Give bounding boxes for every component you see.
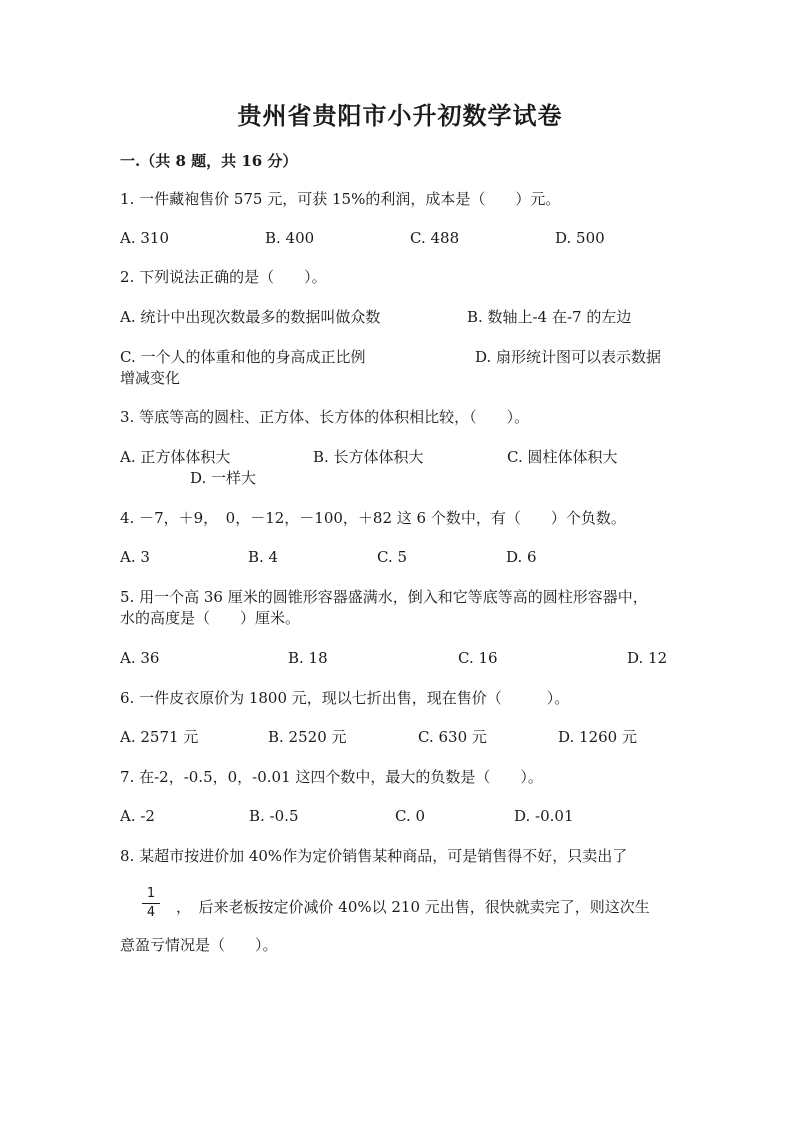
- q5-option-b: B. 18: [288, 649, 328, 667]
- q3-option-a: A. 正方体体积大: [120, 448, 231, 466]
- fraction-denominator: 4: [146, 905, 156, 920]
- question-8-line-3: 意盈亏情况是（ ）。: [120, 936, 278, 954]
- q3-option-c: C. 圆柱体体积大: [507, 448, 618, 466]
- q5-option-a: A. 36: [120, 649, 160, 667]
- q1-option-c: C. 488: [410, 229, 460, 247]
- question-8: 8. 某超市按进价加 40%作为定价销售某种商品，可是销售得不好，只卖出了: [120, 847, 628, 865]
- question-5-line-2: 水的高度是（ ）厘米。: [120, 609, 301, 627]
- q2-option-b: B. 数轴上-4 在-7 的左边: [467, 308, 632, 326]
- exam-title: 贵州省贵阳市小升初数学试卷: [237, 101, 563, 130]
- question-6: 6. 一件皮衣原价为 1800 元，现以七折出售，现在售价（ ）。: [120, 689, 570, 707]
- q4-option-d: D. 6: [506, 548, 537, 566]
- q2-option-d-continuation: 增减变化: [120, 369, 181, 387]
- question-7: 7. 在-2，-0.5，0，-0.01 这四个数中，最大的负数是（ ）。: [120, 768, 543, 786]
- q3-option-d: D. 一样大: [190, 469, 257, 487]
- q6-option-d: D. 1260 元: [558, 728, 637, 746]
- q1-option-b: B. 400: [265, 229, 315, 247]
- q7-option-a: A. -2: [120, 807, 155, 825]
- section-header: 一.（共 8 题，共 16 分）: [120, 152, 298, 170]
- q1-option-d: D. 500: [555, 229, 605, 247]
- fraction-bar: [142, 903, 160, 904]
- question-5: 5. 用一个高 36 厘米的圆锥形容器盛满水，倒入和它等底等高的圆柱形容器中，: [120, 588, 648, 606]
- q4-option-c: C. 5: [377, 548, 408, 566]
- q7-option-b: B. -0.5: [249, 807, 299, 825]
- q2-option-a: A. 统计中出现次数最多的数据叫做众数: [120, 308, 381, 326]
- q7-option-d: D. -0.01: [514, 807, 574, 825]
- q3-option-b: B. 长方体体积大: [313, 448, 424, 466]
- fraction-numerator: 1: [146, 886, 156, 901]
- q6-option-b: B. 2520 元: [268, 728, 347, 746]
- q6-option-a: A. 2571 元: [120, 728, 199, 746]
- q1-option-a: A. 310: [120, 229, 169, 247]
- q2-option-d: D. 扇形统计图可以表示数据: [475, 348, 662, 366]
- question-3: 3. 等底等高的圆柱、正方体、长方体的体积相比较，（ ）。: [120, 408, 530, 426]
- q2-option-c: C. 一个人的体重和他的身高成正比例: [120, 348, 366, 366]
- q5-option-c: C. 16: [458, 649, 498, 667]
- fraction-one-quarter: [138, 886, 164, 921]
- question-4: 4. －7，＋9， 0，－12，－100，＋82 这 6 个数中，有（ ）个负数。: [120, 509, 626, 527]
- question-2: 2. 下列说法正确的是（ ）。: [120, 268, 327, 286]
- question-1: 1. 一件藏袍售价 575 元，可获 15%的利润，成本是（ ）元。: [120, 190, 561, 208]
- q5-option-d: D. 12: [627, 649, 668, 667]
- q4-option-b: B. 4: [248, 548, 279, 566]
- q7-option-c: C. 0: [395, 807, 426, 825]
- question-8-line-2: ， 后来老板按定价减价 40%以 210 元出售，很快就卖完了，则这次生: [176, 898, 650, 916]
- q6-option-c: C. 630 元: [418, 728, 487, 746]
- q4-option-a: A. 3: [120, 548, 150, 566]
